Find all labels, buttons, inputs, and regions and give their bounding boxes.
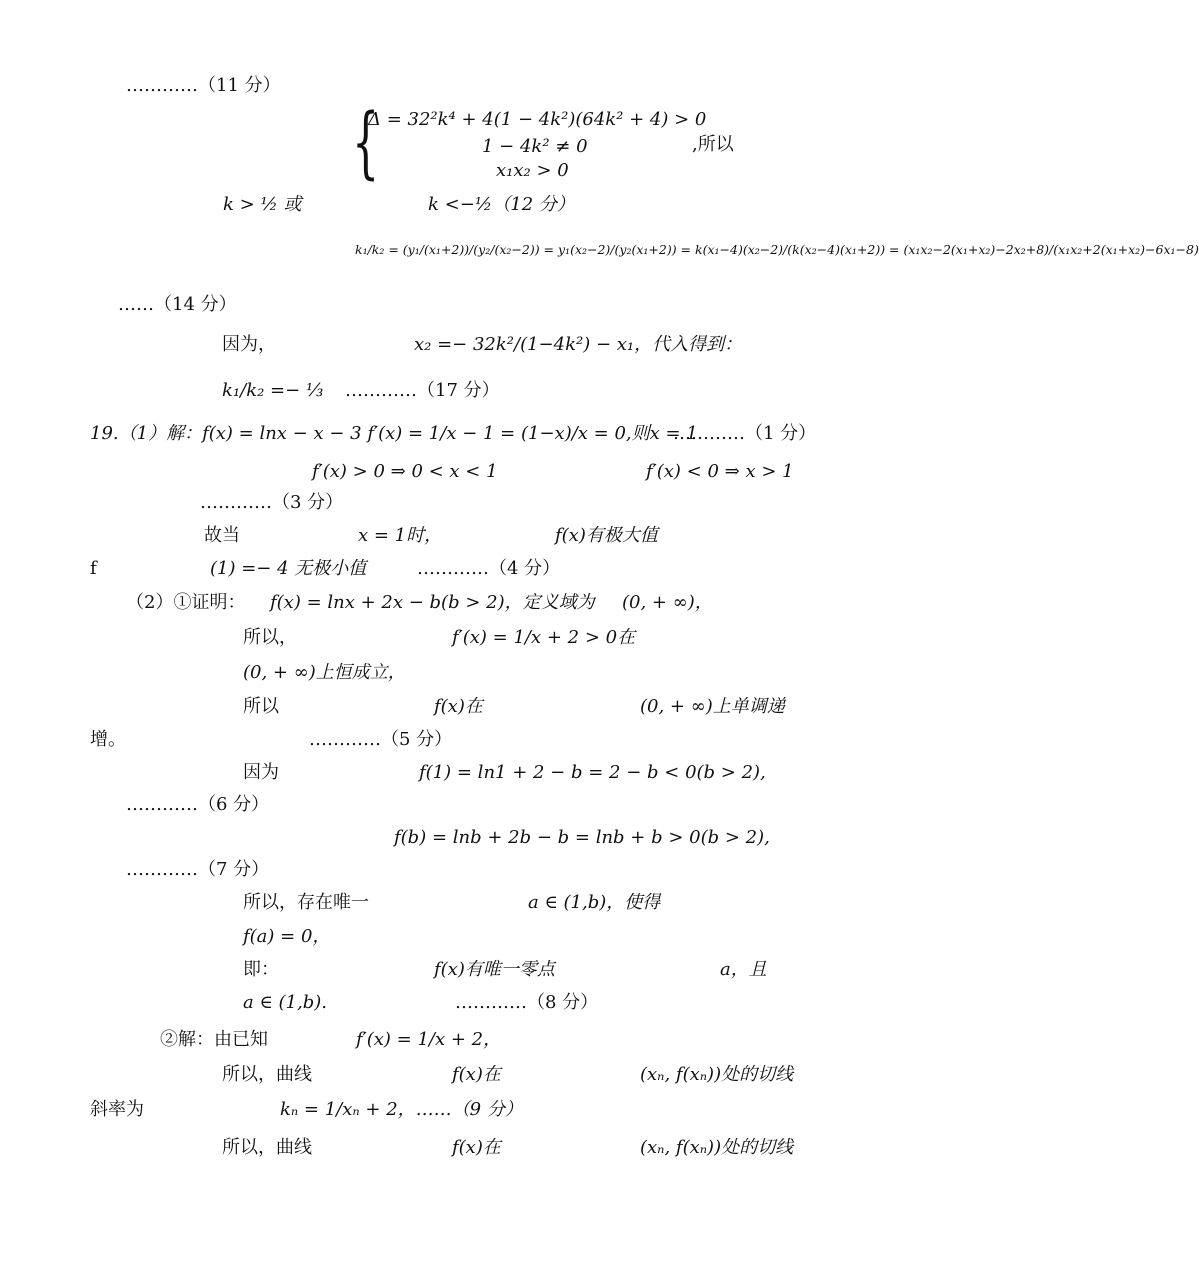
system-eq-3: x₁x₂ > 0: [496, 160, 569, 181]
text-curve: 所以，曲线: [222, 1137, 312, 1158]
score-marker: …………（7 分）: [126, 859, 270, 880]
score-marker: …………（1 分）: [673, 423, 817, 444]
text-so: 所以，: [243, 627, 297, 648]
a-in-interval: a ∈ (1,b)，使得: [528, 892, 661, 913]
tangent-point: (xₙ, f(xₙ))处的切线: [640, 1137, 794, 1158]
system-tail: ,所以: [692, 134, 734, 155]
system-brace: {: [352, 98, 380, 188]
part2-proof-label: （2）①证明：: [126, 592, 246, 613]
text-so: 所以: [243, 696, 279, 717]
text-ie: 即：: [243, 959, 279, 980]
slope-kn: kₙ = 1/xₙ + 2，……（9 分）: [280, 1099, 523, 1120]
text-increasing-end: 增。: [90, 729, 126, 750]
score-marker: …………（11 分）: [126, 75, 281, 96]
fa-zero: f(a) = 0，: [243, 926, 331, 947]
fx-on: f(x)在: [434, 696, 483, 717]
f1-negative: f(1) = ln1 + 2 − b = 2 − b < 0(b > 2),: [419, 762, 766, 783]
ratio-derivation: k₁/k₂ = (y₁/(x₁+2))/(y₂/(x₂−2)) = y₁(x₂−2)/(y₂(x₁+2)) = k(x₁−4)(x₂−2)/(k(x₂−4)(x₁+2)) = (x₁x₂−2(x₁+x₂)−2x₂+8)/(x₁x₂+2(x₁+x₂)−6x₁−8): [355, 242, 1199, 257]
part2-function: f(x) = lnx + 2x − b(b > 2)，定义域为: [270, 592, 595, 613]
decreasing-interval: f′(x) < 0 ⇒ x > 1: [646, 461, 794, 482]
part2-ii-label: ②解：由已知: [160, 1029, 268, 1050]
score-marker: …………（8 分）: [455, 992, 599, 1013]
score-marker: ……（14 分）: [118, 294, 237, 315]
score-marker: …………（5 分）: [309, 729, 453, 750]
question-19-part1: 19.（1）解：f(x) = lnx − x − 3 f′(x) = 1/x − 1 = (1−x)/x = 0,则x = 1: [90, 423, 698, 444]
tangent-point: (xₙ, f(xₙ))处的切线: [640, 1064, 794, 1085]
f-label: f: [90, 558, 97, 579]
text-because: 因为: [243, 762, 279, 783]
fx-at: f(x)在: [452, 1064, 501, 1085]
score-marker: …………（17 分）: [345, 380, 500, 401]
text-because: 因为，: [222, 334, 276, 355]
max-value: f(x)有极大值: [555, 525, 658, 546]
k-gt-half: k > ½ 或: [223, 194, 302, 215]
x2-expression: x₂ =− 32k²/(1−4k²) − x₁，代入得到：: [414, 334, 743, 355]
text-slope: 斜率为: [90, 1099, 144, 1120]
x-equals-1: x = 1时，: [358, 525, 443, 546]
increasing-interval: f′(x) > 0 ⇒ 0 < x < 1: [312, 461, 498, 482]
derivative-positive: f′(x) = 1/x + 2 > 0在: [452, 627, 636, 648]
f1-value: (1) =− 4 无极小值: [210, 558, 367, 579]
holds-on-domain: (0, + ∞)上恒成立，: [243, 662, 406, 683]
system-eq-1: Δ = 32²k⁴ + 4(1 − 4k²)(64k² + 4) > 0: [368, 109, 707, 130]
monotonic-increasing: (0, + ∞)上单调递: [640, 696, 785, 717]
score-marker: …………（4 分）: [417, 558, 561, 579]
derivative-expr: f′(x) = 1/x + 2，: [356, 1029, 502, 1050]
fx-at: f(x)在: [452, 1137, 501, 1158]
fb-positive: f(b) = lnb + 2b − b = lnb + b > 0(b > 2),: [394, 827, 770, 848]
text-hence: 故当: [204, 525, 240, 546]
text-exists-unique: 所以，存在唯一: [243, 892, 369, 913]
a-range: a ∈ (1,b).: [243, 992, 327, 1013]
domain: (0, + ∞)，: [622, 592, 713, 613]
a-and: a，且: [720, 959, 767, 980]
ratio-result: k₁/k₂ =− ⅓: [222, 380, 324, 401]
text-curve: 所以，曲线: [222, 1064, 312, 1085]
score-marker: …………（6 分）: [126, 794, 270, 815]
score-marker: …………（3 分）: [200, 492, 344, 513]
unique-zero: f(x)有唯一零点: [434, 959, 555, 980]
system-eq-2: 1 − 4k² ≠ 0: [482, 136, 588, 157]
k-lt-half: k <−½（12 分）: [428, 194, 575, 215]
